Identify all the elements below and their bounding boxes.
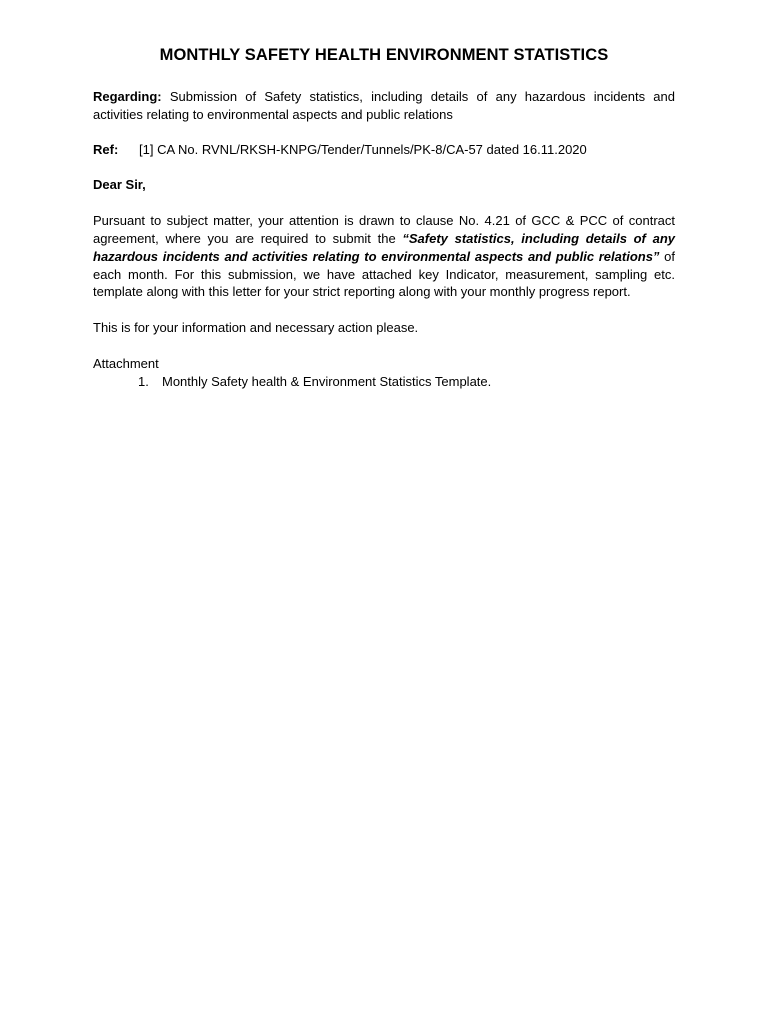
body-emphasis: “Safety statistics, including details of any hazardous incidents and activities relating to environmental aspects and public relations” — [93, 230, 675, 264]
body-paragraph — [93, 212, 675, 301]
regarding-text: Submission of Safety statistics, including details of any hazardous incidents and activities relating to environmental aspects and public relations — [93, 89, 675, 122]
body-text-part2: of each month. For this submission, we have attached key Indicator, measurement, sampling etc. template along with this letter for your strict reporting along with your monthly progress report. — [93, 248, 675, 300]
attachment-item-text: Monthly Safety health & Environment Statistics Template. — [162, 373, 492, 389]
regarding-label: Regarding: — [93, 89, 162, 104]
document-title: MONTHLY SAFETY HEALTH ENVIRONMENT STATISTICS — [159, 46, 609, 64]
letter-page — [93, 44, 675, 391]
info-line: This is for your information and necessary action please. — [93, 320, 419, 336]
ref-label: Ref: — [93, 141, 119, 157]
attachment-label: Attachment — [93, 355, 159, 371]
salutation: Dear Sir, — [93, 177, 146, 193]
attachment-item — [93, 373, 675, 391]
ref-text: [1] CA No. RVNL/RKSH-KNPG/Tender/Tunnels/PK-8/CA-57 dated 16.11.2020 — [139, 141, 587, 157]
reference-line — [93, 141, 675, 159]
regarding-paragraph — [93, 88, 675, 124]
body-text-part1: Pursuant to subject matter, your attention is drawn to clause No. 4.21 of GCC & PCC of contract agreement, where you are required to submit the — [93, 213, 675, 246]
attachment-item-number: 1. — [138, 373, 149, 389]
attachment-list — [93, 373, 675, 391]
